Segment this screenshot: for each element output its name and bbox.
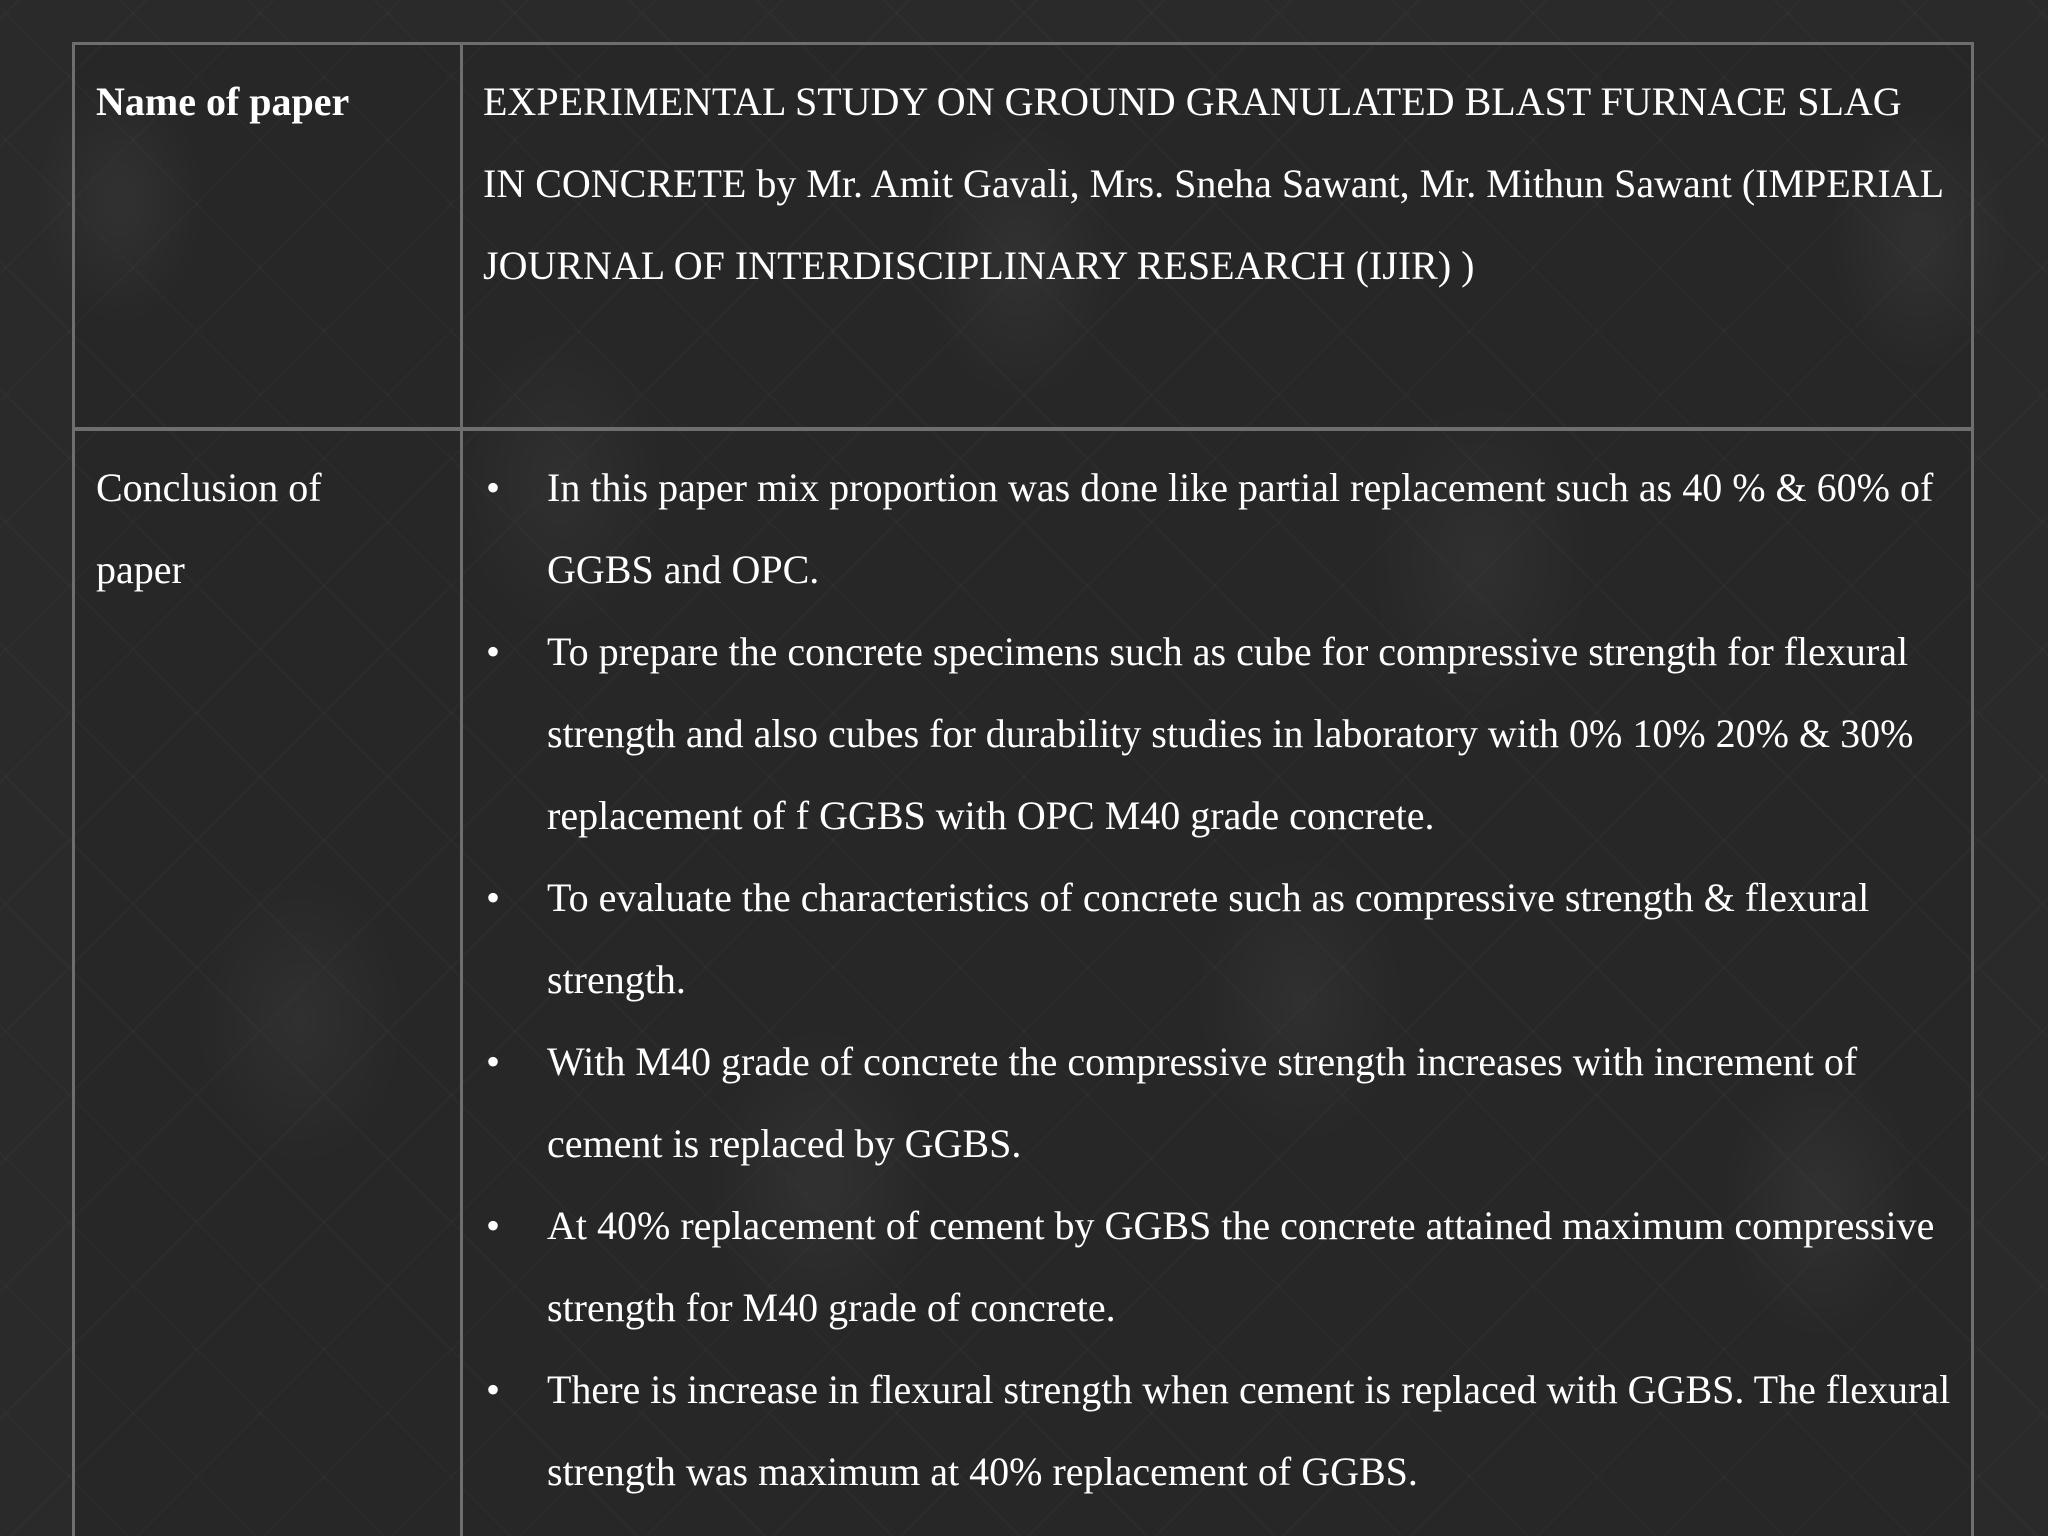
conclusion-list: [483, 447, 1951, 1513]
bullet-icon: •: [485, 629, 500, 674]
bullet-icon: •: [485, 875, 500, 920]
bullet-text: To prepare the concrete specimens such as cube for compressive strength for flexural strength and also cubes for durability studies in laboratory with 0% 10% 20% & 30% replacement of f GGBS with OPC M40 grade concrete.: [547, 629, 1914, 838]
paper-title-text: EXPERIMENTAL STUDY ON GROUND GRANULATED BLAST FURNACE SLAG IN CONCRETE by Mr. Amit Gavali, Mrs. Sneha Sawant, Mr. Mithun Sawant (IMPERIAL JOURNAL OF INTERDISCIPLINARY RESEARCH (IJIR) ): [483, 79, 1943, 288]
name-of-paper-label: Name of paper: [75, 45, 463, 431]
bullet-icon: •: [485, 1039, 500, 1084]
bullet-icon: •: [485, 1367, 500, 1412]
bullet-icon: •: [485, 1203, 500, 1248]
list-item: [483, 1349, 1951, 1513]
list-item: [483, 1021, 1951, 1185]
paper-title-cell: [463, 45, 1971, 431]
bullet-icon: •: [485, 465, 500, 510]
list-item: [483, 611, 1951, 857]
list-item: [483, 1185, 1951, 1349]
bullet-text: With M40 grade of concrete the compressive strength increases with increment of cement is replaced by GGBS.: [547, 1039, 1858, 1166]
bullet-text: To evaluate the characteristics of concrete such as compressive strength & flexural strength.: [547, 875, 1870, 1002]
bullet-text: In this paper mix proportion was done like partial replacement such as 40 % & 60% of GGBS and OPC.: [547, 465, 1934, 592]
list-item: [483, 447, 1951, 611]
list-item: [483, 857, 1951, 1021]
bullet-text: There is increase in flexural strength when cement is replaced with GGBS. The flexural strength was maximum at 40% replacement of GGBS.: [547, 1367, 1951, 1494]
paper-summary-table: [72, 42, 1974, 1536]
bullet-text: At 40% replacement of cement by GGBS the concrete attained maximum compressive strength for M40 grade of concrete.: [547, 1203, 1935, 1330]
conclusion-label: Conclusion of paper: [75, 431, 463, 1536]
conclusion-cell: [463, 431, 1971, 1536]
